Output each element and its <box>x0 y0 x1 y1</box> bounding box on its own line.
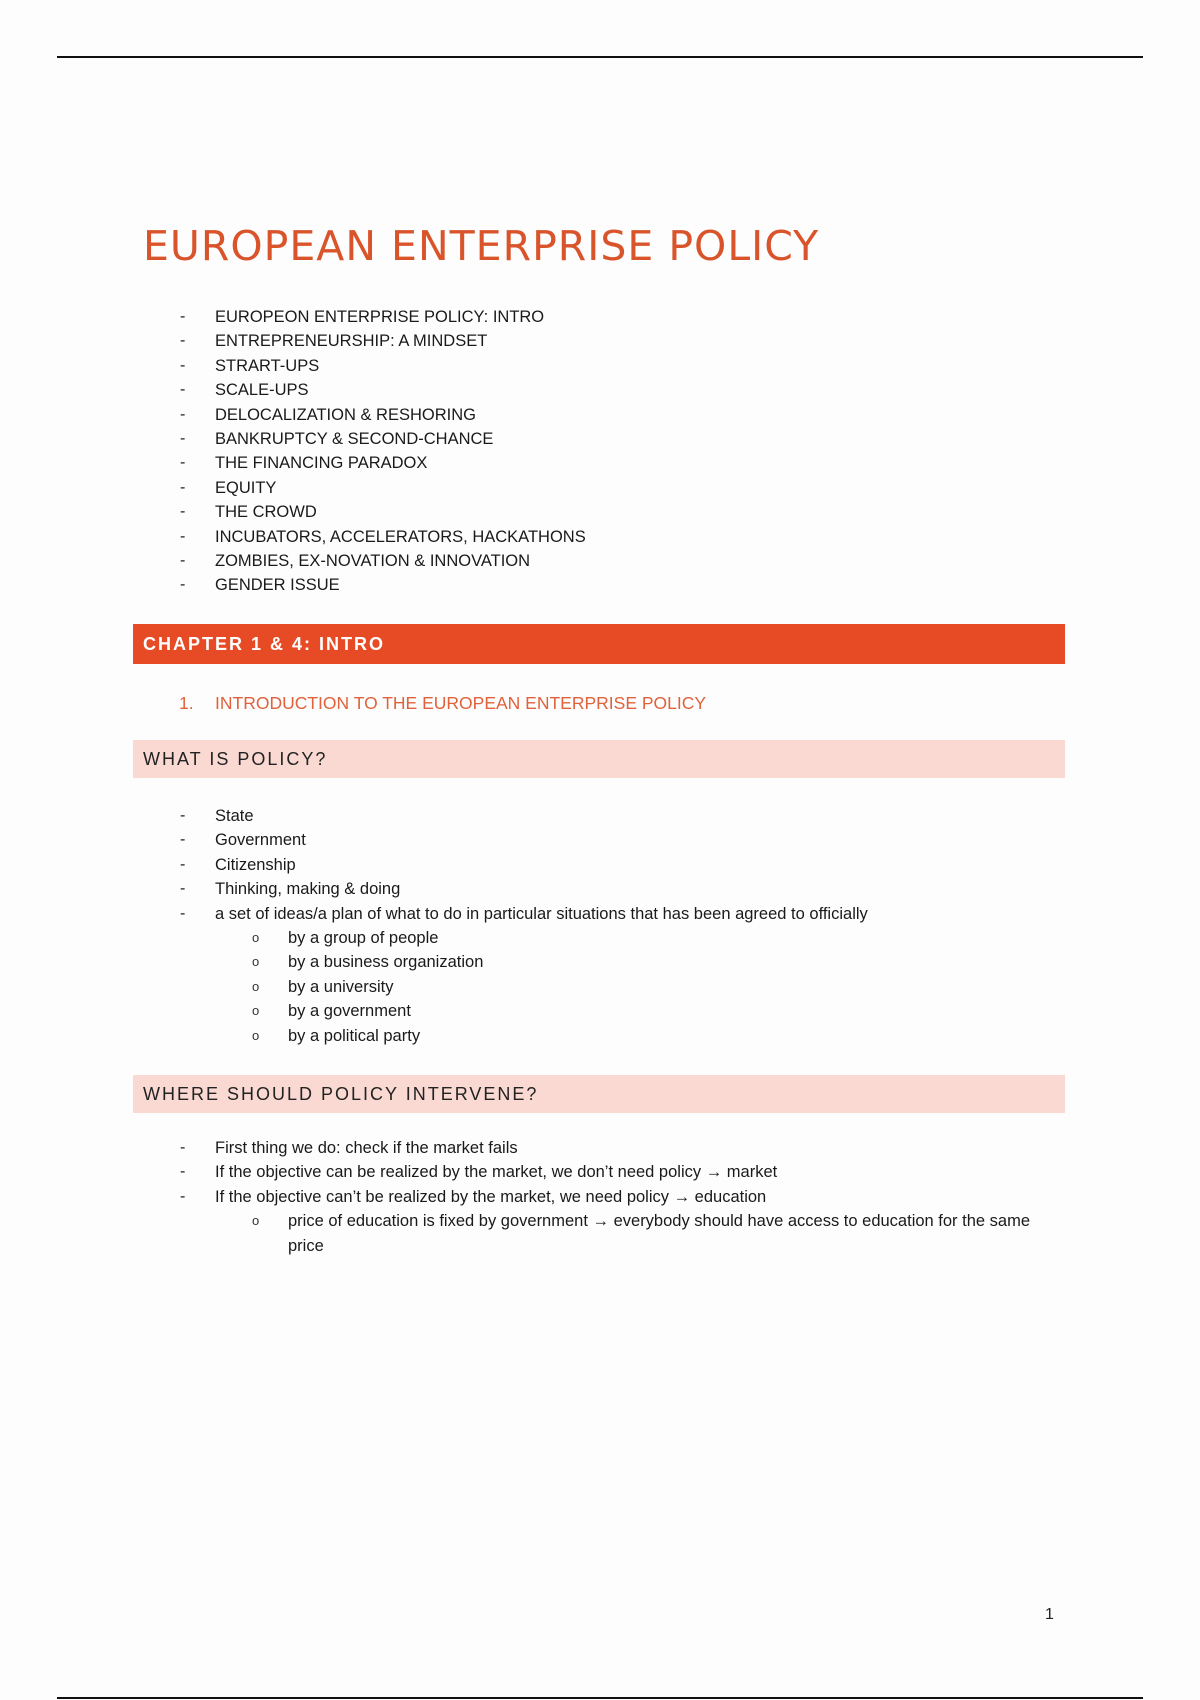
toc-item-label: THE FINANCING PARADOX <box>215 454 428 473</box>
dash-bullet: - <box>180 332 186 350</box>
list-item-text: If the objective can’t be realized by the market, we need policy → education <box>215 1187 767 1206</box>
dash-bullet: - <box>180 405 186 423</box>
dash-bullet: - <box>180 1187 186 1205</box>
dash-bullet: - <box>180 308 186 325</box>
sub-list-item-text: price of education is fixed by government → everybody should have access to education for the same price <box>288 1212 1031 1255</box>
toc-item-label: EQUITY <box>215 478 277 497</box>
toc-item-label: DELOCALIZATION & RESHORING <box>215 405 476 424</box>
dash-bullet: - <box>180 576 186 594</box>
toc-item <box>0 573 1200 597</box>
dash-bullet: - <box>180 381 186 399</box>
list-item <box>0 902 1200 926</box>
circle-bullet-icon: o <box>252 954 260 970</box>
toc-item <box>0 500 1200 524</box>
policy-list <box>0 804 1200 1048</box>
list-item-text: State <box>215 807 254 825</box>
sub-list-item <box>0 975 1200 999</box>
sub-list-item <box>0 926 1200 950</box>
list-item <box>0 1160 1200 1184</box>
toc-item-label: EUROPEON ENTERPRISE POLICY: INTRO <box>215 308 545 326</box>
list-item-text: Citizenship <box>215 855 296 874</box>
dash-bullet: - <box>180 880 186 898</box>
list-item <box>0 1136 1200 1160</box>
heading-number: 1. <box>179 693 194 713</box>
dash-bullet: - <box>180 807 186 824</box>
bottom-rule <box>57 1697 1143 1699</box>
section-heading-where-should-policy-intervene: WHERE SHOULD POLICY INTERVENE? <box>133 1075 1065 1113</box>
chapter-heading: CHAPTER 1 & 4: INTRO <box>133 624 1065 664</box>
sub-list-item-text: by a political party <box>288 1026 421 1045</box>
dash-bullet: - <box>180 904 186 922</box>
sub-list-item-text: by a university <box>288 977 394 996</box>
dash-bullet: - <box>180 429 186 447</box>
sub-list-item <box>0 950 1200 974</box>
section-heading-what-is-policy: WHAT IS POLICY? <box>133 740 1065 778</box>
toc-item-label: GENDER ISSUE <box>215 576 340 595</box>
sub-list-item <box>0 999 1200 1023</box>
dash-bullet: - <box>180 1163 186 1181</box>
list-item <box>0 1185 1200 1209</box>
circle-bullet-icon: o <box>252 978 260 994</box>
toc-item <box>0 427 1200 451</box>
toc-item <box>0 476 1200 500</box>
sub-list-item <box>0 1209 1200 1255</box>
dash-bullet: - <box>180 503 186 521</box>
list-item-text: a set of ideas/a plan of what to do in particular situations that has been agreed to officially <box>215 904 868 923</box>
toc-item-label: ZOMBIES, EX-NOVATION & INNOVATION <box>215 551 531 570</box>
intervene-list <box>0 1136 1200 1255</box>
circle-bullet-icon: o <box>252 1027 260 1043</box>
toc-item <box>0 354 1200 378</box>
list-item <box>0 828 1200 852</box>
toc-item-label: SCALE-UPS <box>215 381 309 400</box>
top-rule <box>57 56 1143 58</box>
dash-bullet: - <box>180 527 186 545</box>
circle-bullet-icon: o <box>252 1003 260 1019</box>
toc-item-label: INCUBATORS, ACCELERATORS, HACKATHONS <box>215 527 586 546</box>
heading-text: INTRODUCTION TO THE EUROPEAN ENTERPRISE POLICY <box>215 693 707 713</box>
dash-bullet: - <box>180 855 186 873</box>
dash-bullet: - <box>180 356 186 374</box>
toc-item <box>0 329 1200 353</box>
table-of-contents <box>0 305 1200 598</box>
toc-item <box>0 451 1200 475</box>
document-title: EUROPEAN ENTERPRISE POLICY <box>143 222 820 270</box>
list-item <box>0 804 1200 828</box>
numbered-heading <box>0 690 1200 716</box>
circle-bullet-icon: o <box>252 929 260 945</box>
toc-item <box>0 525 1200 549</box>
dash-bullet: - <box>180 551 186 569</box>
list-item-text: First thing we do: check if the market fails <box>215 1139 518 1157</box>
dash-bullet: - <box>180 478 186 496</box>
toc-item-label: BANKRUPTCY & SECOND-CHANCE <box>215 429 494 448</box>
sub-list-item-text: by a group of people <box>288 928 439 947</box>
toc-item <box>0 403 1200 427</box>
circle-bullet-icon: o <box>252 1213 260 1229</box>
list-item-text: If the objective can be realized by the market, we don’t need policy → market <box>215 1163 778 1182</box>
list-item-text: Government <box>215 831 306 850</box>
toc-item <box>0 549 1200 573</box>
toc-item-label: ENTREPRENEURSHIP: A MINDSET <box>215 332 488 351</box>
toc-item-label: THE CROWD <box>215 503 317 522</box>
list-item <box>0 853 1200 877</box>
page-number: 1 <box>1045 1606 1054 1623</box>
sub-list-item-text: by a business organization <box>288 953 484 972</box>
toc-item <box>0 378 1200 402</box>
dash-bullet: - <box>180 454 186 472</box>
sub-list-item-text: by a government <box>288 1002 411 1021</box>
sub-list-item <box>0 1024 1200 1048</box>
toc-item-label: STRART-UPS <box>215 356 320 375</box>
toc-item <box>0 305 1200 329</box>
list-item <box>0 877 1200 901</box>
dash-bullet: - <box>180 831 186 849</box>
list-item-text: Thinking, making & doing <box>215 880 401 899</box>
dash-bullet: - <box>180 1139 186 1156</box>
